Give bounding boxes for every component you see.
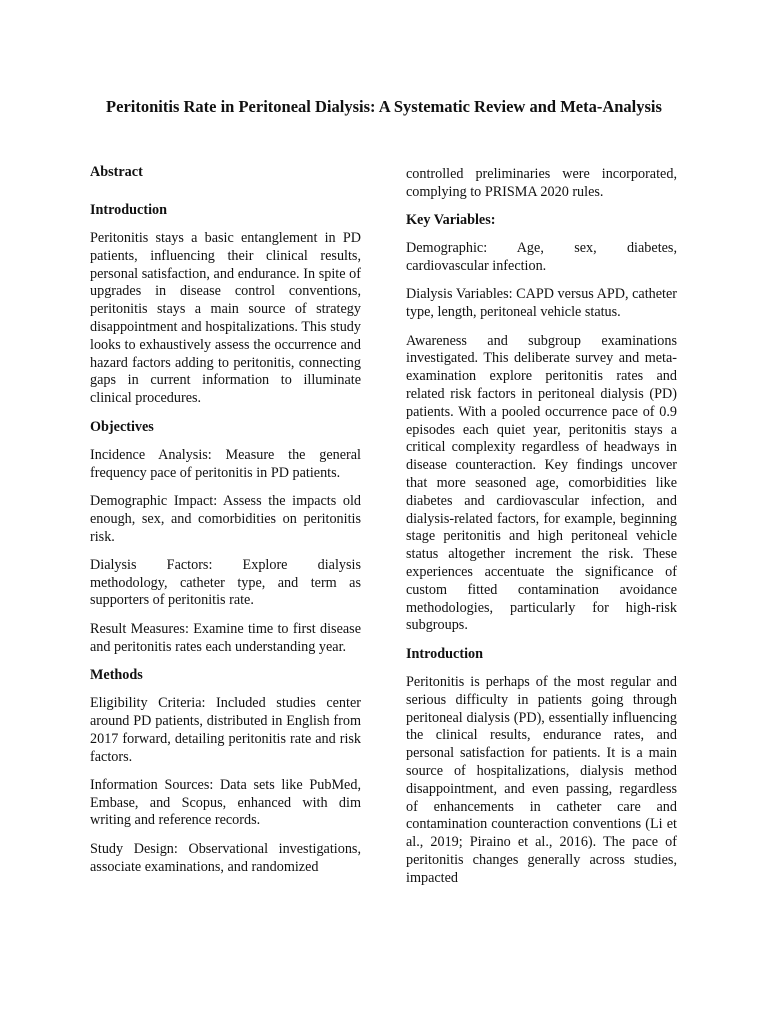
objectives-heading: Objectives bbox=[90, 418, 154, 435]
introduction-paragraph-2: Peritonitis is perhaps of the most regular and serious difficulty in patients going through peritoneal dialysis (PD), essentially influencing the clinical results, endurance rates, and personal satisfaction for patients. It is a main source of hospitalizations, dialysis method disappointment, and even passing, regardless of enhancements in catheter care and contamination counteraction conventions (Li et al., 2019; Piraino et al., 2016). The pace of peritonitis changes generally across studies, impacted bbox=[406, 673, 677, 886]
variable-dialysis: Dialysis Variables: CAPD versus APD, catheter type, length, peritoneal vehicle status. bbox=[406, 286, 677, 321]
introduction-paragraph: Peritonitis stays a basic entanglement in PD patients, influencing their clinical results, personal satisfaction, and endurance. In spite of upgrades in disease control conventions, peritonitis stays a main source of strategy disappointment and hospitalizations. This study looks to exhaustively assess the occurrence and hazard factors adding to peritonitis, connecting gaps in current information to illuminate clinical procedures. bbox=[90, 230, 361, 407]
method-eligibility: Eligibility Criteria: Included studies center around PD patients, distributed in English from 2017 forward, detailing peritonitis rate and risk factors. bbox=[90, 695, 361, 765]
method-information-sources: Information Sources: Data sets like PubMed, Embase, and Scopus, enhanced with dim writing and reference records. bbox=[90, 776, 361, 829]
abstract-heading: Abstract bbox=[90, 164, 143, 180]
objective-result-measures: Result Measures: Examine time to first disease and peritonitis rates each understanding year. bbox=[90, 620, 361, 655]
objective-demographic: Demographic Impact: Assess the impacts old enough, sex, and comorbidities on peritonitis risk. bbox=[90, 492, 361, 545]
left-column bbox=[90, 164, 361, 887]
variable-demographic: Demographic: Age, sex, diabetes, cardiovascular infection. bbox=[406, 240, 677, 275]
continued-paragraph: controlled preliminaries were incorporated, complying to PRISMA 2020 rules. bbox=[406, 166, 677, 200]
right-column bbox=[406, 166, 677, 898]
method-study-design: Study Design: Observational investigations, associate examinations, and randomized bbox=[90, 840, 361, 875]
introduction-heading-2: Introduction bbox=[406, 645, 483, 662]
key-variables-heading: Key Variables: bbox=[406, 212, 496, 229]
methods-heading: Methods bbox=[90, 666, 143, 683]
summary-paragraph: Awareness and subgroup examinations investigated. This deliberate survey and meta-examination explore peritonitis rates and related risk factors in peritoneal dialysis (PD) patients. With a pooled occurrence pace of 0.9 episodes each quiet year, peritonitis stays a critical complexity regardless of headways in disease counteraction. Key findings uncover that more seasoned age, comorbidities like diabetes and cardiovascular infection, and dialysis-related factors, for example, beginning stage peritonitis and high peritoneal vehicle status altogether increment the risk. These experiences accentuate the significance of custom fitted contamination avoidance methodologies, particularly for high-risk subgroups. bbox=[406, 332, 677, 634]
introduction-heading: Introduction bbox=[90, 201, 167, 218]
objective-incidence: Incidence Analysis: Measure the general frequency pace of peritonitis in PD patients. bbox=[90, 446, 361, 481]
paper-title: Peritonitis Rate in Peritoneal Dialysis: A Systematic Review and Meta-Analysis bbox=[106, 97, 662, 116]
objective-dialysis-factors: Dialysis Factors: Explore dialysis methodology, catheter type, and term as supporters of peritonitis rate. bbox=[90, 556, 361, 609]
